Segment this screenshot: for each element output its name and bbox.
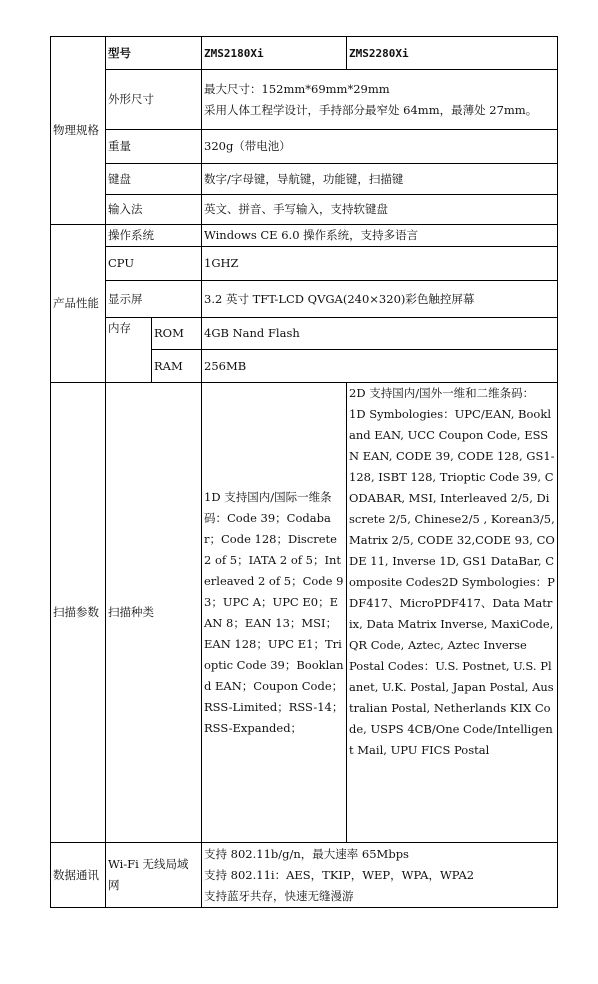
group-label-product: 产品性能 bbox=[51, 225, 106, 383]
scan-1d-value: 1D 支持国内/国际一维条码：Code 39；Codabar；Code 128；Discrete 2 of 5；IATA 2 of 5；Interleaved 2 of 5；Code 93；UPC A；UPC E0；EAN 8；EAN 13；MSI；EAN 128；UPC E1；Trioptic Code 39；Bookland EAN；Coupon Code；RSS-Limited；RSS-14；RSS-Expanded； bbox=[202, 383, 347, 843]
cpu-value: 1GHZ bbox=[202, 247, 558, 281]
table-row bbox=[51, 383, 558, 843]
weight-value: 320g（带电池） bbox=[202, 130, 558, 164]
display-label: 显示屏 bbox=[106, 281, 202, 318]
scan-type-label: 扫描种类 bbox=[106, 383, 202, 843]
os-label: 操作系统 bbox=[106, 225, 202, 247]
os-value: Windows CE 6.0 操作系统，支持多语言 bbox=[202, 225, 558, 247]
model-label: 型号 bbox=[106, 37, 202, 70]
input-value: 英文、拼音、手写输入，支持软键盘 bbox=[202, 195, 558, 225]
table-row bbox=[51, 37, 558, 70]
model-b: ZMS2280Xi bbox=[347, 37, 558, 70]
table-row bbox=[51, 281, 558, 318]
table-row bbox=[51, 225, 558, 247]
table-row bbox=[51, 318, 558, 350]
table-row bbox=[51, 164, 558, 195]
table-row bbox=[51, 130, 558, 164]
group-label-comm: 数据通讯 bbox=[51, 843, 106, 908]
cpu-label: CPU bbox=[106, 247, 202, 281]
table-row bbox=[51, 247, 558, 281]
rom-value: 4GB Nand Flash bbox=[202, 318, 558, 350]
table-row bbox=[51, 70, 558, 130]
weight-label: 重量 bbox=[106, 130, 202, 164]
group-label-scan: 扫描参数 bbox=[51, 383, 106, 843]
group-label-physical: 物理规格 bbox=[51, 37, 106, 225]
ram-label: RAM bbox=[152, 350, 202, 383]
rom-label: ROM bbox=[152, 318, 202, 350]
wifi-value: 支持 802.11b/g/n，最大速率 65Mbps 支持 802.11i：AES，TKIP，WEP，WPA，WPA2 支持蓝牙共存，快速无缝漫游 bbox=[202, 843, 558, 908]
input-label: 输入法 bbox=[106, 195, 202, 225]
memory-label: 内存 bbox=[106, 318, 152, 383]
keyboard-label: 键盘 bbox=[106, 164, 202, 195]
ram-value: 256MB bbox=[202, 350, 558, 383]
scan-2d-value: 2D 支持国内/国外一维和二维条码： 1D Symbologies：UPC/EAN, Bookland EAN, UCC Coupon Code, ESSN EAN, CODE 39, CODE 128, GS1-128, ISBT 128, Trioptic Code 39, CODABAR, MSI, Interleaved 2/5, Discrete 2/5, Chinese2/5 , Korean3/5, Matrix 2/5, CODE 32,CODE 93, CODE 11, Inverse 1D, GS1 DataBar, Composite Codes2D Symbologies：PDF417、MicroPDF417、Data Matrix, Data Matrix Inverse, MaxiCode, QR Code, Aztec, Aztec Inverse Postal Codes：U.S. Postnet, U.S. Planet, U.K. Postal, Japan Postal, Australian Postal, Netherlands KIX Code, USPS 4CB/One Code/Intelligent Mail, UPU FICS Postal bbox=[347, 383, 558, 843]
size-value: 最大尺寸：152mm*69mm*29mm 采用人体工程学设计，手持部分最窄处 64mm，最薄处 27mm。 bbox=[202, 70, 558, 130]
size-label: 外形尺寸 bbox=[106, 70, 202, 130]
table-row bbox=[51, 843, 558, 908]
wifi-label: Wi-Fi 无线局域网 bbox=[106, 843, 202, 908]
display-value: 3.2 英寸 TFT-LCD QVGA(240×320)彩色触控屏幕 bbox=[202, 281, 558, 318]
spec-table bbox=[50, 36, 558, 908]
keyboard-value: 数字/字母键，导航键，功能键，扫描键 bbox=[202, 164, 558, 195]
model-a: ZMS2180Xi bbox=[202, 37, 347, 70]
table-row bbox=[51, 195, 558, 225]
